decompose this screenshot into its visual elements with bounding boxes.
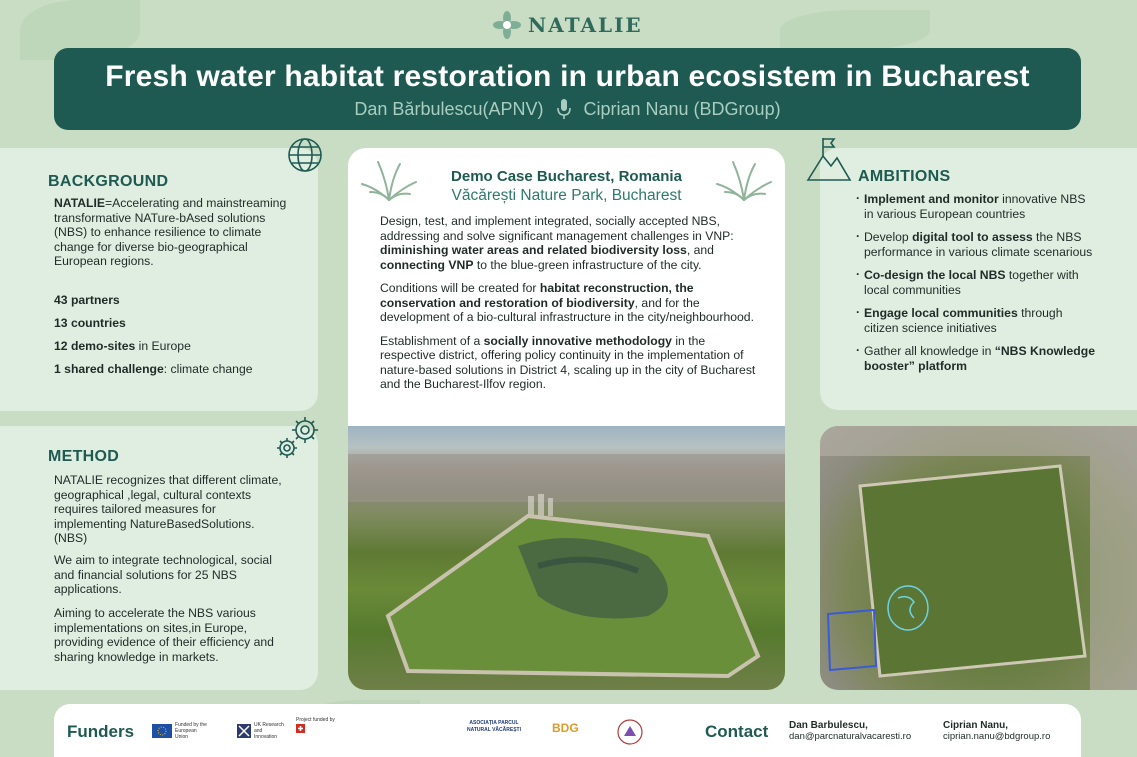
satellite-photo-illustration bbox=[820, 426, 1137, 690]
stat-bold: 13 countries bbox=[54, 316, 126, 330]
text-run-bold: socially innovative methodology bbox=[483, 333, 672, 348]
ambition-lead: Gather all knowledge in bbox=[864, 344, 995, 358]
grass-icon bbox=[713, 158, 775, 202]
ambitions-heading: AMBITIONS bbox=[858, 168, 951, 185]
bdg-logo: BDG bbox=[552, 721, 579, 735]
ambitions-panel bbox=[820, 148, 1137, 410]
microphone-icon bbox=[556, 98, 572, 120]
ambition-item bbox=[856, 230, 1096, 259]
demo-paragraph bbox=[380, 334, 764, 392]
ukri-text: UK Research and Innovation bbox=[254, 722, 284, 740]
aerial-photo-illustration bbox=[348, 426, 785, 690]
authors-line bbox=[54, 98, 1081, 120]
author-1: Dan Bărbulescu(APNV) bbox=[354, 98, 544, 119]
eu-flag-icon bbox=[152, 724, 172, 738]
eu-text: Funded by the European Union bbox=[175, 722, 207, 740]
stat-line bbox=[54, 316, 126, 331]
swiss-flag-icon bbox=[296, 724, 305, 733]
stat-line bbox=[54, 293, 120, 308]
contact-label: Contact bbox=[705, 722, 769, 741]
satellite-photo bbox=[820, 426, 1137, 690]
background-intro-text: =Accelerating and mainstreaming transformative NATure-bAsed solutions (NBS) to enhance resilience to climate change for diverse bio-geographical European regions. bbox=[54, 196, 287, 268]
contact-2 bbox=[943, 720, 1050, 742]
demo-title: Demo Case Bucharest, Romania bbox=[451, 168, 682, 185]
text-run: , and bbox=[686, 243, 714, 257]
title-banner bbox=[54, 48, 1081, 130]
ukri-icon bbox=[237, 724, 251, 738]
demo-body bbox=[380, 214, 764, 401]
contact-email[interactable]: dan@parcnaturalvacaresti.ro bbox=[789, 731, 912, 742]
contact-name: Ciprian Nanu, bbox=[943, 720, 1009, 731]
author-2: Ciprian Nanu (BDGroup) bbox=[583, 98, 781, 119]
ambition-item bbox=[856, 306, 1096, 335]
grass-icon bbox=[358, 158, 420, 202]
footer bbox=[54, 704, 1081, 757]
contact-1 bbox=[789, 720, 911, 742]
eu-logo bbox=[152, 722, 207, 740]
stat-line bbox=[54, 362, 253, 377]
text-run-bold: connecting VNP bbox=[380, 257, 474, 272]
ambition-item bbox=[856, 192, 1096, 221]
background-heading: BACKGROUND bbox=[48, 173, 169, 190]
ambitions-list bbox=[856, 192, 1096, 382]
demo-paragraph bbox=[380, 214, 764, 272]
flower-icon bbox=[492, 10, 522, 40]
background-leaf bbox=[780, 10, 930, 50]
background-intro bbox=[54, 196, 294, 269]
page-title: Fresh water habitat restoration in urban ecosistem in Bucharest bbox=[105, 60, 1030, 93]
text-run: Design, test, and implement integrated, socially accepted NBS, addressing and solve significant management challenges in VNP: bbox=[380, 214, 734, 243]
text-run-bold: diminishing water areas and related biodiversity loss bbox=[380, 243, 687, 257]
natalie-logo bbox=[492, 8, 652, 42]
text-run: Conditions will be created for bbox=[380, 281, 540, 295]
ambition-bold: Implement and monitor bbox=[864, 192, 999, 206]
text-run-bold: habitat reconstruction, the conservation and restoration of biodiversity bbox=[380, 281, 694, 310]
demo-subtitle: Văcărești Nature Park, Bucharest bbox=[451, 187, 682, 204]
stat-bold: 1 shared challenge bbox=[54, 362, 164, 376]
text-run: , and for the development of a bio-cultural infrastructure in the city/neighbourhood. bbox=[380, 295, 754, 324]
text-run: Establishment of a bbox=[380, 333, 484, 348]
ambition-bold: Co-design the local NBS bbox=[864, 268, 1006, 282]
ambition-lead: Develop bbox=[864, 230, 913, 244]
partner-seal-icon bbox=[614, 718, 646, 746]
mountain-flag-icon bbox=[806, 136, 852, 182]
swiss-logo bbox=[296, 717, 335, 735]
stat-rest: in Europe bbox=[135, 339, 191, 353]
stat-bold: 43 partners bbox=[54, 293, 120, 307]
vacaresti-logo: ASOCIAȚIA PARCUL NATURAL VĂCĂREȘTI bbox=[467, 720, 521, 733]
stat-rest: : climate change bbox=[163, 362, 253, 376]
stat-bold: 12 demo-sites bbox=[54, 339, 136, 353]
ambition-rest: together with local communities bbox=[864, 268, 1079, 297]
text-run: to the blue-green infrastructure of the city. bbox=[473, 257, 702, 272]
method-paragraph: We aim to integrate technological, social and financial solutions for 25 NBS applications. bbox=[54, 553, 272, 596]
contact-name: Dan Barbulescu, bbox=[789, 720, 868, 731]
natalie-word: NATALIE bbox=[54, 196, 105, 210]
swiss-text: Project funded by bbox=[296, 717, 335, 723]
method-panel bbox=[0, 426, 318, 690]
demo-card bbox=[348, 148, 785, 426]
ambition-bold: Engage local communities bbox=[864, 306, 1018, 320]
aerial-photo bbox=[348, 426, 785, 690]
background-panel bbox=[0, 148, 318, 411]
ambition-item bbox=[856, 268, 1096, 297]
globe-icon bbox=[287, 137, 323, 173]
text-run: in the respective district, offering policy continuity in the implementation of nature-based solutions in District 4, scaling up in the city of Bucharest and the Bucharest-Ilfov region. bbox=[380, 333, 756, 391]
ambition-rest: innovative NBS in various European countries bbox=[864, 192, 1086, 221]
brand-name: NATALIE bbox=[528, 13, 643, 37]
stat-line bbox=[54, 339, 191, 354]
ukri-logo bbox=[237, 722, 284, 740]
ambition-bold: “NBS Knowledge booster” platform bbox=[864, 344, 1095, 373]
ambition-bold: digital tool to assess bbox=[912, 230, 1033, 244]
funders-label: Funders bbox=[67, 722, 135, 741]
method-heading: METHOD bbox=[48, 448, 120, 465]
gears-icon bbox=[273, 412, 325, 464]
ambition-item bbox=[856, 344, 1096, 373]
ambition-rest: the NBS performance in various climate scenarious bbox=[864, 230, 1093, 259]
method-paragraph: NATALIE recognizes that different climate, geographical ,legal, cultural contexts requires tailored measures for implementing NatureBasedSolutions.(NBS) bbox=[54, 473, 282, 545]
demo-paragraph bbox=[380, 281, 764, 325]
ambition-rest: through citizen science initiatives bbox=[864, 306, 1063, 335]
method-paragraph: Aiming to accelerate the NBS various implementations on sites,in Europe, providing evidence of their efficiency and sharing knowledge in markets. bbox=[54, 606, 274, 664]
contact-email[interactable]: ciprian.nanu@bdgroup.ro bbox=[943, 731, 1051, 742]
